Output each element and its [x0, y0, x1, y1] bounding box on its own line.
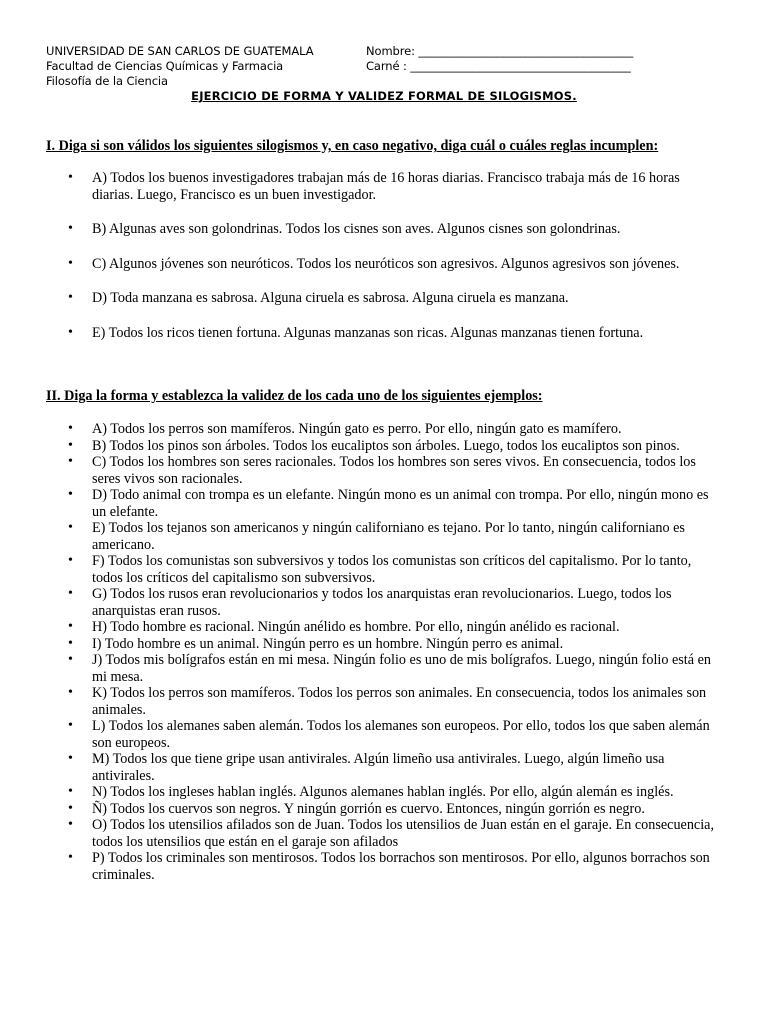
list-item-text: B) Algunas aves son golondrinas. Todos los cisnes son aves. Algunos cisnes son golondrinas.	[92, 221, 621, 237]
bullet-icon: •	[68, 454, 73, 469]
bullet-icon: •	[68, 652, 73, 667]
bullet-icon: •	[68, 619, 73, 634]
section-1-list	[0, 170, 724, 359]
list-item	[0, 817, 724, 850]
list-item-text: C) Algunos jóvenes son neuróticos. Todos los neuróticos son agresivos. Algunos agresivos son jóvenes.	[92, 255, 680, 272]
list-item-text: A) Todos los buenos investigadores trabajan más de 16 horas diarias. Francisco trabaja más de 16 horas diarias. Luego, Francisco es un buen investigador.	[92, 170, 680, 203]
list-item	[0, 520, 724, 553]
list-item	[0, 487, 724, 520]
course-name: Filosofía de la Ciencia	[46, 74, 168, 88]
bullet-icon: •	[68, 850, 73, 865]
bullet-icon: •	[68, 718, 73, 733]
section-2-list	[0, 421, 724, 883]
list-item-text: I) Todo hombre es un animal. Ningún perro es un hombre. Ningún perro es animal.	[92, 635, 564, 652]
bullet-icon: •	[68, 170, 73, 185]
list-item-text: Ñ) Todos los cuervos son negros. Y ningún gorrión es cuervo. Entonces, ningún gorrión es negro.	[92, 800, 645, 817]
list-item	[0, 290, 724, 307]
bullet-icon: •	[68, 751, 73, 766]
list-item	[0, 256, 724, 273]
list-item-text: M) Todos los que tiene gripe usan antivirales. Algún limeño usa antivirales. Luego, algún limeño usa antivirales.	[92, 751, 665, 784]
bullet-icon: •	[68, 437, 73, 453]
list-item-text: N) Todos los ingleses hablan inglés. Algunos alemanes hablan inglés. Por ello, algún alemán es inglés.	[92, 784, 674, 800]
bullet-icon: •	[68, 586, 73, 601]
exercise-title: EJERCICIO DE FORMA Y VALIDEZ FORMAL DE SILOGISMOS.	[191, 89, 577, 103]
section-2-title: II. Diga la forma y establezca la validez de los cada uno de los siguientes ejemplos:	[46, 388, 543, 404]
list-item-text: E) Todos los tejanos son americanos y ningún californiano es tejano. Por lo tanto, ningún californiano es americano.	[92, 520, 685, 553]
list-item	[0, 619, 724, 636]
list-item-text: D) Toda manzana es sabrosa. Alguna ciruela es sabrosa. Alguna ciruela es manzana.	[92, 290, 569, 306]
faculty-name: Facultad de Ciencias Químicas y Farmacia	[46, 59, 284, 73]
bullet-icon: •	[68, 324, 73, 340]
bullet-icon: •	[68, 487, 73, 502]
bullet-icon: •	[68, 635, 73, 651]
list-item	[0, 170, 724, 203]
list-item-text: C) Todos los hombres son seres racionales. Todos los hombres son seres vivos. En consecuencia, todos los seres vivos son racionales.	[92, 454, 696, 487]
list-item	[0, 586, 724, 619]
student-id-field: Carné : _______________________________________	[366, 59, 631, 73]
list-item	[0, 801, 724, 818]
bullet-icon: •	[68, 553, 73, 568]
list-item-text: A) Todos los perros son mamíferos. Ningún gato es perro. Por ello, ningún gato es mamífero.	[92, 421, 622, 437]
list-item	[0, 850, 724, 883]
list-item-text: G) Todos los rusos eran revolucionarios y todos los anarquistas eran revolucionarios. Luego, todos los anarquistas eran rusos.	[92, 586, 672, 619]
list-item-text: H) Todo hombre es racional. Ningún anélido es hombre. Por ello, ningún anélido es racional.	[92, 619, 620, 635]
university-name: UNIVERSIDAD DE SAN CARLOS DE GUATEMALA	[46, 44, 314, 58]
list-item	[0, 685, 724, 718]
bullet-icon: •	[68, 784, 73, 799]
bullet-icon: •	[68, 221, 73, 236]
list-item-text: B) Todos los pinos son árboles. Todos los eucaliptos son árboles. Luego, todos los eucaliptos son pinos.	[92, 437, 680, 454]
list-item	[0, 636, 724, 653]
bullet-icon: •	[68, 421, 73, 436]
list-item	[0, 751, 724, 784]
list-item	[0, 652, 724, 685]
bullet-icon: •	[68, 800, 73, 816]
bullet-icon: •	[68, 290, 73, 305]
list-item-text: F) Todos los comunistas son subversivos y todos los comunistas son críticos del capitalismo. Por lo tanto, todos los críticos del capitalismo son subversivos.	[92, 553, 692, 586]
list-item-text: J) Todos mis bolígrafos están en mi mesa. Ningún folio es uno de mis bolígrafos. Luego, ningún folio está en mi mesa.	[92, 652, 711, 685]
list-item-text: L) Todos los alemanes saben alemán. Todos los alemanes son europeos. Por ello, todos los que saben alemán son europeos.	[92, 718, 710, 751]
list-item	[0, 221, 724, 238]
student-name-field: Nombre: ______________________________________	[366, 44, 634, 58]
bullet-icon: •	[68, 255, 73, 271]
section-1-title: I. Diga si son válidos los siguientes silogismos y, en caso negativo, diga cuál o cuáles reglas incumplen:	[46, 138, 659, 154]
list-item-text: K) Todos los perros son mamíferos. Todos los perros son animales. En consecuencia, todos los animales son animales.	[92, 685, 707, 718]
list-item	[0, 784, 724, 801]
bullet-icon: •	[68, 817, 73, 832]
list-item	[0, 438, 724, 455]
list-item	[0, 454, 724, 487]
list-item-text: P) Todos los criminales son mentirosos. Todos los borrachos son mentirosos. Por ello, algunos borrachos son criminales.	[92, 850, 710, 883]
list-item	[0, 421, 724, 438]
list-item-text: O) Todos los utensilios afilados son de Juan. Todos los utensilios de Juan están en el garaje. En consecuencia, todos los utensilios que están en el garaje son afilados	[92, 817, 715, 850]
list-item-text: D) Todo animal con trompa es un elefante. Ningún mono es un animal con trompa. Por ello, ningún mono es un elefante.	[92, 487, 709, 520]
list-item	[0, 553, 724, 586]
bullet-icon: •	[68, 685, 73, 700]
list-item	[0, 325, 724, 342]
list-item-text: E) Todos los ricos tienen fortuna. Algunas manzanas son ricas. Algunas manzanas tienen fortuna.	[92, 324, 644, 341]
list-item	[0, 718, 724, 751]
bullet-icon: •	[68, 520, 73, 535]
